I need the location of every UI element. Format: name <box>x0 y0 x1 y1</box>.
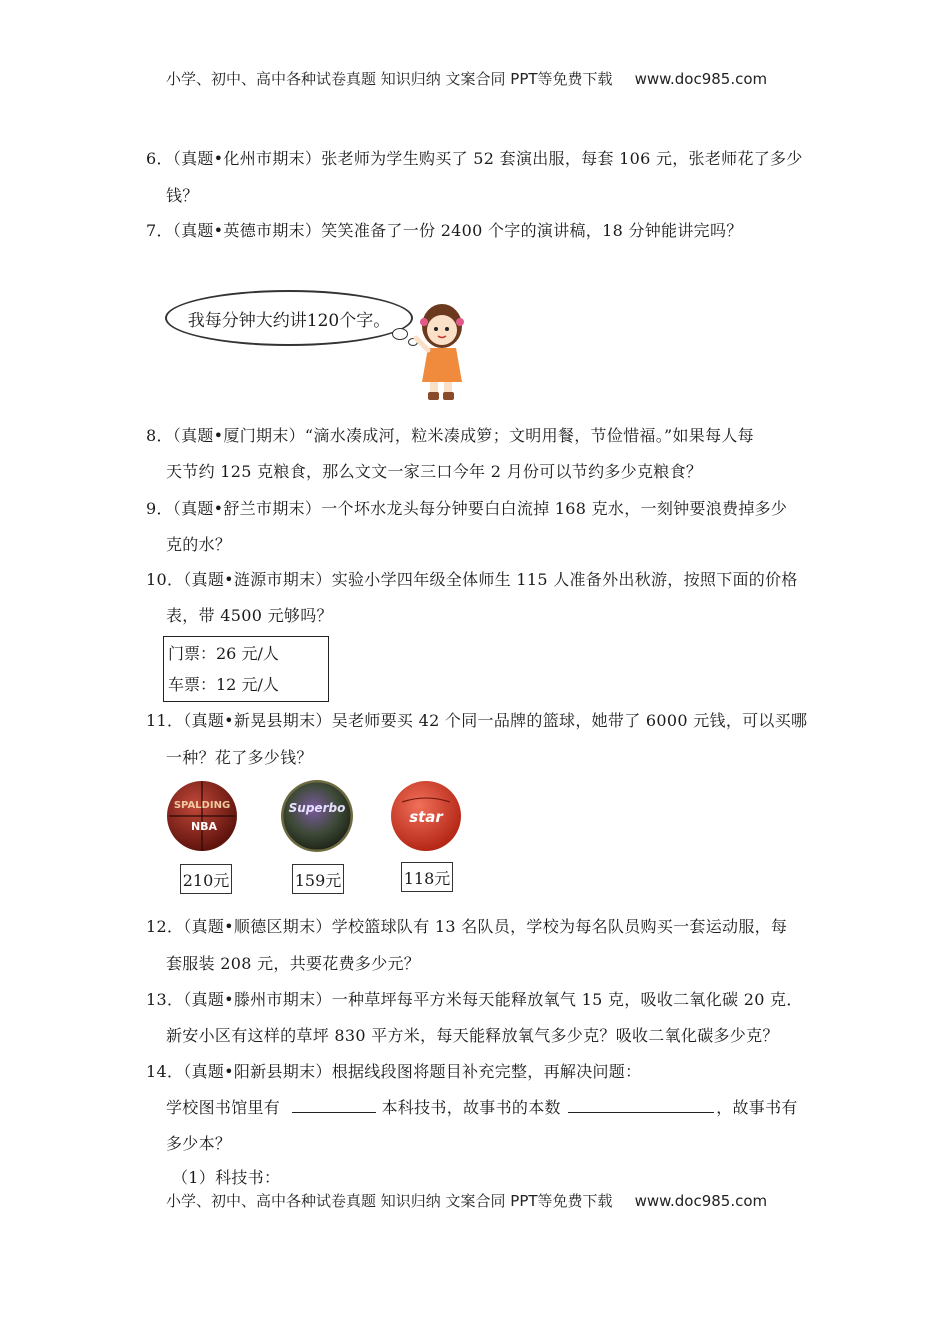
q6-line2: 钱？ <box>166 186 199 205</box>
basketball-spalding <box>166 780 238 852</box>
price-tag-3: 118元 <box>401 862 453 892</box>
ball-brand-1: SPALDING <box>173 800 231 811</box>
q8-line2: 天节约 125 克粮食，那么文文一家三口今年 2 月份可以节约多少克粮食？ <box>166 462 703 481</box>
speech-bubble <box>165 290 413 346</box>
bubble-dot-1 <box>392 328 408 340</box>
q13-line2: 新安小区有这样的草坪 830 平方米，每天能释放氧气多少克？吸收二氧化碳多少克？ <box>166 1026 779 1045</box>
price-tag-2: 159元 <box>292 864 344 894</box>
q13-line1: 13．（真题•滕州市期末）一种草坪每平方米每天能释放氧气 15 克，吸收二氧化碳 20 克． <box>146 990 803 1009</box>
q14-text-a: 学校图书馆里有 <box>166 1098 281 1117</box>
q14-blank-2[interactable] <box>568 1098 714 1113</box>
q14-line3: 多少本？ <box>166 1134 232 1153</box>
q7-line1: 7．（真题•英德市期末）笑笑准备了一份 2400 个字的演讲稿，18 分钟能讲完吗？ <box>146 221 743 240</box>
q14-sub1: （1）科技书： <box>172 1168 281 1187</box>
ball-brand-2: Superbo <box>288 801 346 815</box>
q14-blank-1[interactable] <box>292 1098 376 1113</box>
q8-line1: 8．（真题•厦门期末）“滴水凑成河，粒米凑成箩；文明用餐，节俭惜福。”如果每人每 <box>146 426 754 445</box>
q6-line1: 6．（真题•化州市期末）张老师为学生购买了 52 套演出服，每套 106 元，张老师花了多少 <box>146 149 803 168</box>
q14-text-b: 本科技书，故事书的本数 <box>381 1098 561 1117</box>
ball-sub-1: NBA <box>190 820 218 833</box>
q9-line2: 克的水？ <box>166 535 232 554</box>
footer-site: www.doc985.com <box>634 1192 768 1210</box>
footer-text: 小学、初中、高中各种试卷真题 知识归纳 文案合同 PPT等免费下载 <box>166 1192 613 1210</box>
page-footer <box>166 1190 767 1211</box>
q12-line2: 套服装 208 元，共要花费多少元？ <box>166 954 421 973</box>
price-tag-1: 210元 <box>180 864 232 894</box>
page-header <box>166 68 767 89</box>
header-site: www.doc985.com <box>634 70 768 88</box>
q9-line1: 9．（真题•舒兰市期末）一个坏水龙头每分钟要白白流掉 168 克水，一刻钟要浪费掉多少 <box>146 499 788 518</box>
price-bus: 车票：12 元/人 <box>168 675 279 694</box>
ball-brand-3: star <box>409 808 443 826</box>
q10-line1: 10．（真题•涟源市期末）实验小学四年级全体师生 115 人准备外出秋游，按照下面的价格 <box>146 570 798 589</box>
q11-line2: 一种？花了多少钱？ <box>166 748 313 767</box>
girl-illustration <box>410 300 470 405</box>
q14-text-c: ，故事书有 <box>716 1098 798 1117</box>
q12-line1: 12．（真题•顺德区期末）学校篮球队有 13 名队员，学校为每名队员购买一套运动服，每 <box>146 917 788 936</box>
price-ticket: 门票：26 元/人 <box>168 644 279 663</box>
speech-text: 我每分钟大约讲120个字。 <box>187 310 391 331</box>
header-text: 小学、初中、高中各种试卷真题 知识归纳 文案合同 PPT等免费下载 <box>166 70 613 88</box>
q11-line1: 11．（真题•新晃县期末）吴老师要买 42 个同一品牌的篮球，她带了 6000 元钱，可以买哪 <box>146 711 808 730</box>
q14-line2 <box>166 1095 798 1118</box>
q14-line1: 14．（真题•阳新县期末）根据线段图将题目补充完整，再解决问题： <box>146 1062 642 1081</box>
price-table <box>163 636 329 702</box>
basketball-superbo <box>281 780 353 852</box>
q10-line2: 表，带 4500 元够吗？ <box>166 606 333 625</box>
basketball-star <box>390 780 462 852</box>
